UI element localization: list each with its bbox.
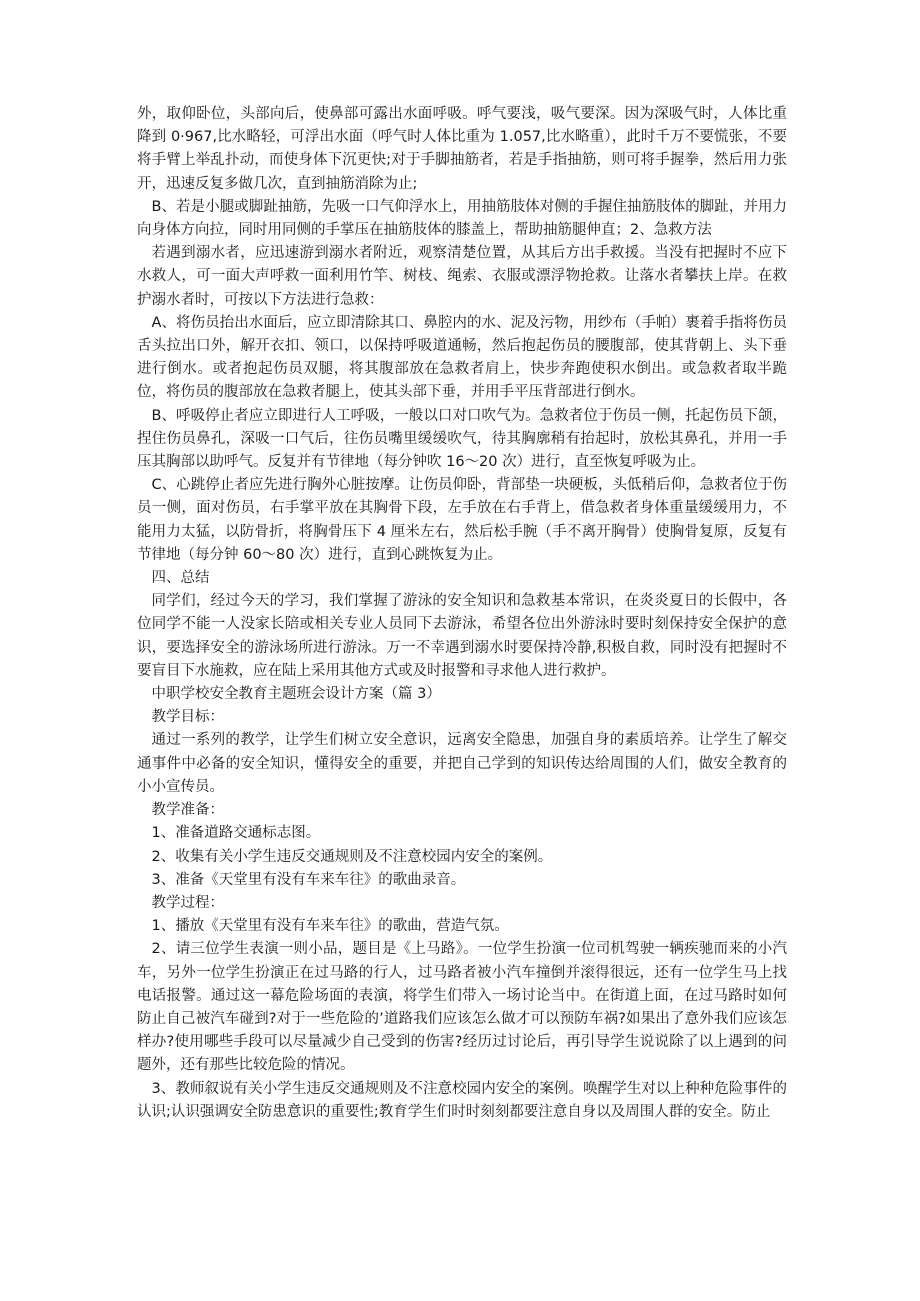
paragraph: A、将伤员抬出水面后，应立即清除其口、鼻腔内的水、泥及污物，用纱布（手帕）裹着手指将伤员舌头拉出口外，解开衣扣、领口，以保持呼吸道通畅，然后抱起伤员的腰腹部，使其背朝上、头下垂进行倒水。或者抱起伤员双腿，将其腹部放在急救者肩上，快步奔跑使积水倒出。或急救者取半跪位，将伤员的腹部放在急救者腿上，使其头部下垂，并用手平压背部进行倒水。 xyxy=(137,314,787,401)
list-item: 3、教师叙说有关小学生违反交通规则及不注意校园内安全的案例。唤醒学生对以上种种危险事件的认识;认识强调安全防患意识的重要性;教育学生们时时刻刻都要注意自身以及周围人群的安全。防止 xyxy=(137,1080,787,1120)
document-title: 中职学校安全教育主题班会设计方案（篇 3） xyxy=(151,686,441,703)
section-heading: 教学准备： xyxy=(151,802,224,819)
paragraph: 同学们，经过今天的学习，我们掌握了游泳的安全知识和急救基本常识，在炎炎夏日的长假中，各位同学不能一人没家长陪或相关专业人员同下去游泳，希望各位出外游泳时要时刻保持安全保护的意识，要选择安全的游泳场所进行游泳。万一不幸遇到溺水时要保持冷静,积极自救，同时没有把握时不要盲目下水施救，应在陆上采用其他方式或及时报警和寻求他人进行救护。 xyxy=(137,593,787,679)
paragraph: B、若是小腿或脚趾抽筋，先吸一口气仰浮水上，用抽筋肢体对侧的手握住抽筋肢体的脚趾，并用力向身体方向拉，同时用同侧的手掌压在抽筋肢体的膝盖上，帮助抽筋腿伸直；2、急救方法 xyxy=(137,198,787,239)
section-heading: 教学过程： xyxy=(151,894,224,911)
list-item: 1、准备道路交通标志图。 xyxy=(151,825,321,842)
list-item: 2、收集有关小学生违反交通规则及不注意校园内安全的案例。 xyxy=(151,848,553,865)
section-heading: 教学目标： xyxy=(151,709,224,726)
paragraph: 通过一系列的教学，让学生们树立安全意识，远离安全隐患，加强自身的素质培养。让学生了解交通事件中必备的安全知识，懂得安全的重要，并把自己学到的知识传达给周围的人们，做安全教育的小小宣传员。 xyxy=(137,732,787,795)
paragraph: 外，取仰卧位，头部向后，使鼻部可露出水面呼吸。呼气要浅，吸气要深。因为深吸气时，人体比重降到 0·967,比水略轻，可浮出水面（呼气时人体比重为 1.057,比水略重），此时千万不要慌张，不要将手臂上举乱扑动，而使身体下沉更快;对于手脚抽筋者，若是手指抽筋，则可将手握拳，然后用力张开，迅速反复多做几次，直到抽筋消除为止; xyxy=(137,106,787,192)
document-body xyxy=(137,103,787,1124)
list-item: 1、播放《天堂里有没有车来车往》的歌曲，营造气氛。 xyxy=(151,918,509,935)
list-item: 2、请三位学生表演一则小品，题目是《上马路》。一位学生扮演一位司机驾驶一辆疾驰而来的小汽车，另外一位学生扮演正在过马路的行人，过马路者被小汽车撞倒并滚得很远，还有一位学生马上找电话报警。通过这一幕危险场面的表演，将学生们带入一场讨论当中。在街道上面，在过马路时如何防止自己被汽车碰到?对于一些危险的’道路我们应该怎么做才可以预防车祸?如果出了意外我们应该怎样办?使用哪些手段可以尽量减少自己受到的伤害?经历过讨论后，再引导学生说说除了以上遇到的问题外，还有那些比较危险的情况。 xyxy=(137,941,787,1074)
list-item: 3、准备《天堂里有没有车来车往》的歌曲录音。 xyxy=(151,871,466,888)
section-heading: 四、总结 xyxy=(151,570,210,587)
paragraph: C、心跳停止者应先进行胸外心脏按摩。让伤员仰卧，背部垫一块硬板，头低稍后仰，急救者位于伤员一侧，面对伤员，右手掌平放在其胸骨下段，左手放在右手背上，借急救者身体重量缓缓用力，不能用力太猛，以防骨折，将胸骨压下 4 厘米左右，然后松手腕（手不离开胸骨）使胸骨复原，反复有节律地（每分钟 60～80 次）进行，直到心跳恢复为止。 xyxy=(137,477,787,563)
paragraph: B、呼吸停止者应立即进行人工呼吸，一般以口对口吹气为。急救者位于伤员一侧，托起伤员下颌，捏住伤员鼻孔，深吸一口气后，往伤员嘴里缓缓吹气，待其胸廓稍有抬起时，放松其鼻孔，并用一手压其胸部以助呼气。反复并有节律地（每分钟吹 16～20 次）进行，直至恢复呼吸为止。 xyxy=(137,407,787,471)
paragraph: 若遇到溺水者，应迅速游到溺水者附近，观察清楚位置，从其后方出手救援。当没有把握时不应下水救人，可一面大声呼救一面利用竹竿、树枝、绳索、衣服或漂浮物抢救。让落水者攀扶上岸。在救护溺水者时，可按以下方法进行急救： xyxy=(137,245,787,308)
